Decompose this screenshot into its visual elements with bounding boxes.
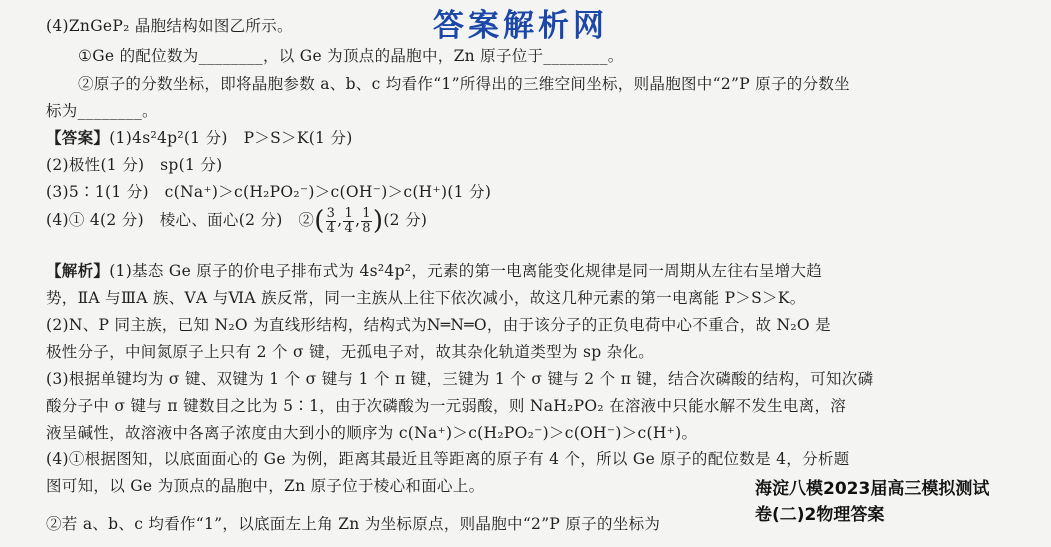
q4-sub2-line1: ②原子的分数坐标，即将晶胞参数 a、b、c 均看作“1”所得出的三维空间坐标，则晶胞图中“2”P 原子的分数坐 (78, 75, 850, 93)
answer-line1 (46, 126, 353, 148)
analysis-label: 【解析】 (46, 261, 110, 280)
coord-z-fraction: $\frac{1}{8}$ (362, 205, 371, 236)
analysis-p2-line1: (2)N、P 同主族，已知 N₂O 为直线形结构，结构式为N═N═O，由于该分子的正负电荷中心不重合，故 N₂O 是 (46, 316, 831, 334)
answer-4-score: (2 分) (383, 211, 428, 229)
source-stamp (755, 476, 1047, 528)
coord-y-fraction: $\frac{1}{4}$ (344, 205, 354, 236)
stamp-line1: 海淀八模2023届高三模拟测试 (755, 479, 990, 499)
analysis-p1-line2: 势，ⅡA 与ⅢA 族、ⅤA 与ⅥA 族反常，同一主族从上往下依次减小，故这几种元素的第一电离能 P＞S＞K。 (46, 289, 806, 307)
stamp-line2: 卷(二)2物理答案 (755, 505, 885, 525)
answer-4-text: (4)① 4(2 分) 棱心、面心(2 分) ② (46, 211, 315, 229)
analysis-p2-line2: 极性分子，中间氮原子上只有 2 个 σ 键，无孤电子对，故其杂化轨道类型为 sp 杂化。 (46, 343, 655, 361)
analysis-p3-line3: 液呈碱性，故溶液中各离子浓度由大到小的顺序为 c(Na⁺)＞c(H₂PO₂⁻)＞c(OH⁻)＞c(H⁺)。 (46, 424, 698, 442)
analysis-p1-text: (1)基态 Ge 原子的价电子排布式为 4s²4p²，元素的第一电离能变化规律是同一周期从左往右呈增大趋 (109, 262, 823, 280)
answer-2: (2)极性(1 分) sp(1 分) (46, 156, 223, 174)
analysis-p1-line1 (46, 259, 822, 281)
answer-1: (1)4s²4p²(1 分) P＞S＞K(1 分) (109, 129, 353, 147)
answer-4: (4)① 4(2 分) 棱心、面心(2 分) ②( $\frac{3}{4}$ , $\frac{1}{4}$ , $\frac{1}{8}$ )(2 分) (46, 205, 428, 236)
left-paren: ( (314, 206, 325, 236)
answer-label: 【答案】 (46, 128, 110, 147)
right-paren: ) (372, 206, 384, 236)
coord-x-fraction: $\frac{3}{4}$ (326, 205, 336, 236)
analysis-p4-line2: 图可知，以 Ge 为顶点的晶胞中，Zn 原子位于棱心和面心上。 (46, 477, 485, 495)
watermark-logo: 答案解析网 (433, 8, 608, 44)
analysis-p4-line3: ②若 a、b、c 均看作“1”，以底面左上角 Zn 为坐标原点，则晶胞中“2”P 原子的坐标为 (46, 515, 661, 533)
q4-sub1: ①Ge 的配位数为________，以 Ge 为顶点的晶胞中，Zn 原子位于________。 (78, 47, 624, 65)
analysis-p4-line1: (4)①根据图知，以底面面心的 Ge 为例，距离其最近且等距离的原子有 4 个，所以 Ge 原子的配位数是 4，分析题 (46, 450, 850, 468)
q4-sub2-line2: 标为________。 (46, 102, 158, 120)
analysis-p3-line1: (3)根据单键均为 σ 键、双键为 1 个 σ 键与 1 个 π 键，三键为 1 个 σ 键与 2 个 π 键，结合次磷酸的结构，可知次磷 (46, 370, 874, 388)
answer-3: (3)5∶1(1 分) c(Na⁺)＞c(H₂PO₂⁻)＞c(OH⁻)＞c(H⁺)(1 分) (46, 183, 492, 201)
analysis-p3-line2: 酸分子中 σ 键与 π 键数目之比为 5∶1，由于次磷酸为一元弱酸，则 NaH₂PO₂ 在溶液中只能水解不发生电离，溶 (46, 397, 847, 415)
q4-intro: (4)ZnGeP₂ 晶胞结构如图乙所示。 (46, 17, 293, 35)
